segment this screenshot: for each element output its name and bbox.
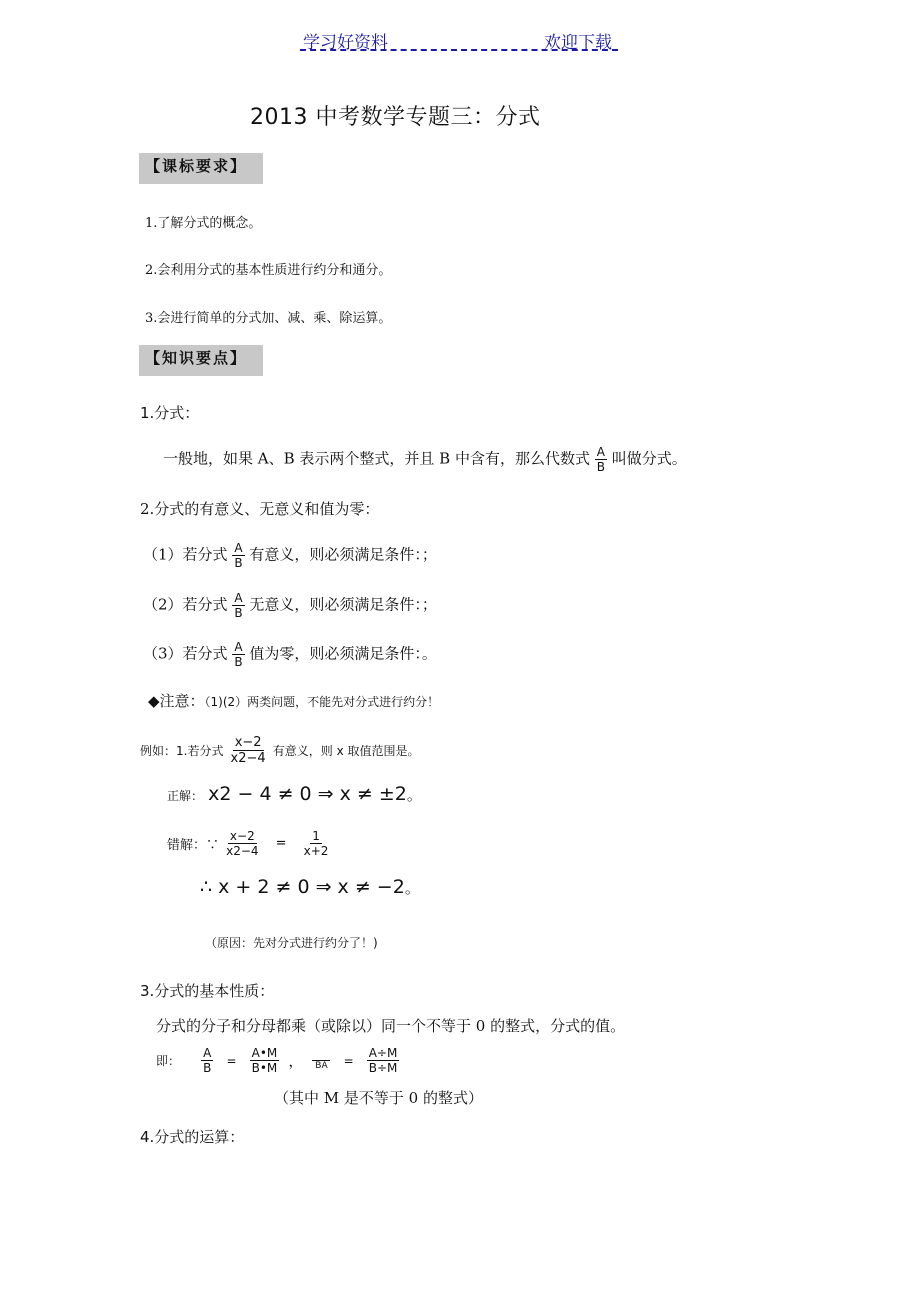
equals-sign: = xyxy=(343,1053,354,1068)
reason: （原因：先对分式进行约分了！) xyxy=(205,936,378,950)
frac-numerator: A xyxy=(234,640,243,654)
correct-label: 正解： xyxy=(167,789,204,803)
definition-text-before: 一般地，如果 A、B 表示两个整式，并且 B 中含有，那么代数式 xyxy=(163,449,590,468)
example-fraction xyxy=(229,736,268,765)
section-label-curriculum: 【课标要求】 xyxy=(139,153,263,184)
frac-numerator: A xyxy=(596,445,605,459)
note xyxy=(148,690,439,711)
correct-math: x2 − 4 ≠ 0 ⇒ x ≠ ±2 xyxy=(208,783,407,805)
fraction-definition xyxy=(163,446,687,473)
heading-basic-property: 3.分式的基本性质： xyxy=(140,982,275,1000)
frac-numerator: 1 xyxy=(312,829,320,843)
formula-frac-1 xyxy=(201,1047,213,1074)
heading-operations: 4.分式的运算： xyxy=(140,1128,245,1146)
basic-property-text: 分式的分子和分母都乘（或除以）同一个不等于 0 的整式，分式的值。 xyxy=(156,1017,626,1035)
frac-denominator: B xyxy=(203,1061,212,1075)
frac-denominator: B xyxy=(234,606,243,620)
header-divider xyxy=(300,49,618,51)
frac-denominator: x2−4 xyxy=(230,751,266,766)
equals-sign: = xyxy=(226,1053,237,1068)
frac-denominator: BA xyxy=(315,1061,328,1071)
frac-numerator: x−2 xyxy=(229,829,255,843)
curriculum-item-3: 3.会进行简单的分式加、减、乘、除运算。 xyxy=(145,311,392,326)
basic-property-note: （其中 M 是不等于 0 的整式） xyxy=(274,1089,483,1107)
frac-denominator: B xyxy=(234,556,243,570)
formula-frac-4 xyxy=(367,1047,400,1074)
fraction-a-over-b xyxy=(232,641,244,668)
fraction-a-over-b xyxy=(232,542,244,569)
formula-frac-2 xyxy=(250,1047,280,1074)
correct-end: 。 xyxy=(406,786,422,804)
fraction-a-over-b xyxy=(595,446,607,473)
frac-numerator: A•M xyxy=(251,1046,278,1060)
note-label: ◆注意： xyxy=(148,692,205,710)
comma: ， xyxy=(288,1052,304,1070)
condition-item-3 xyxy=(143,641,437,668)
condition-suffix: 值为零，则必须满足条件：。 xyxy=(249,644,437,663)
heading-conditions: 2.分式的有意义、无意义和值为零： xyxy=(140,500,380,518)
condition-suffix: 无意义，则必须满足条件：； xyxy=(249,595,437,614)
header-left: 学习好资料 xyxy=(303,33,388,53)
condition-prefix: （3）若分式 xyxy=(143,644,228,663)
correct-solution xyxy=(167,783,422,805)
wrong-math: ∴ x + 2 ≠ 0 ⇒ x ≠ −2 xyxy=(200,876,405,898)
frac-denominator: B•M xyxy=(251,1061,278,1075)
definition-text-after: 叫做分式。 xyxy=(611,449,687,468)
condition-suffix: 有意义，则必须满足条件：； xyxy=(249,545,437,564)
curriculum-item-2: 2.会利用分式的基本性质进行约分和通分。 xyxy=(145,263,392,278)
header-right: 欢迎下载 xyxy=(544,33,612,53)
basic-property-formula xyxy=(156,1047,399,1074)
frac-denominator: B÷M xyxy=(368,1061,398,1075)
equals-sign: = xyxy=(275,836,287,851)
condition-prefix: （2）若分式 xyxy=(143,595,228,614)
example-prefix: 例如：1.若分式 xyxy=(140,744,224,758)
example-question xyxy=(140,736,420,765)
condition-item-1 xyxy=(143,542,437,569)
formula-frac-3 xyxy=(312,1050,330,1071)
condition-item-2 xyxy=(143,592,437,619)
frac-numerator: A xyxy=(234,591,243,605)
wrong-solution xyxy=(167,830,330,857)
frac-numerator: A÷M xyxy=(368,1046,398,1060)
frac-denominator: B xyxy=(596,460,605,474)
example-suffix: 有意义，则 x 取值范围是。 xyxy=(272,744,420,758)
wrong-label: 错解：∵ xyxy=(167,838,220,853)
frac-denominator: B xyxy=(234,655,243,669)
formula-label: 即： xyxy=(156,1054,181,1068)
page-title: 2013 中考数学专题三：分式 xyxy=(250,105,541,130)
frac-numerator: A xyxy=(234,541,243,555)
curriculum-item-1: 1.了解分式的概念。 xyxy=(145,216,262,231)
frac-denominator: x+2 xyxy=(303,844,329,858)
frac-numerator: A xyxy=(203,1046,212,1060)
frac-numerator xyxy=(312,1050,330,1061)
frac-denominator: x2−4 xyxy=(226,844,259,858)
fraction-a-over-b xyxy=(232,592,244,619)
heading-fraction: 1.分式： xyxy=(140,404,200,422)
wrong-fraction-2 xyxy=(302,830,331,857)
wrong-conclusion xyxy=(200,876,420,898)
section-label-knowledge: 【知识要点】 xyxy=(139,345,263,376)
frac-numerator: x−2 xyxy=(234,735,262,750)
wrong-fraction-1 xyxy=(224,830,260,857)
note-text: （1)(2）两类问题，不能先对分式进行约分！ xyxy=(204,695,440,709)
wrong-end: 。 xyxy=(404,879,420,897)
condition-prefix: （1）若分式 xyxy=(143,545,228,564)
